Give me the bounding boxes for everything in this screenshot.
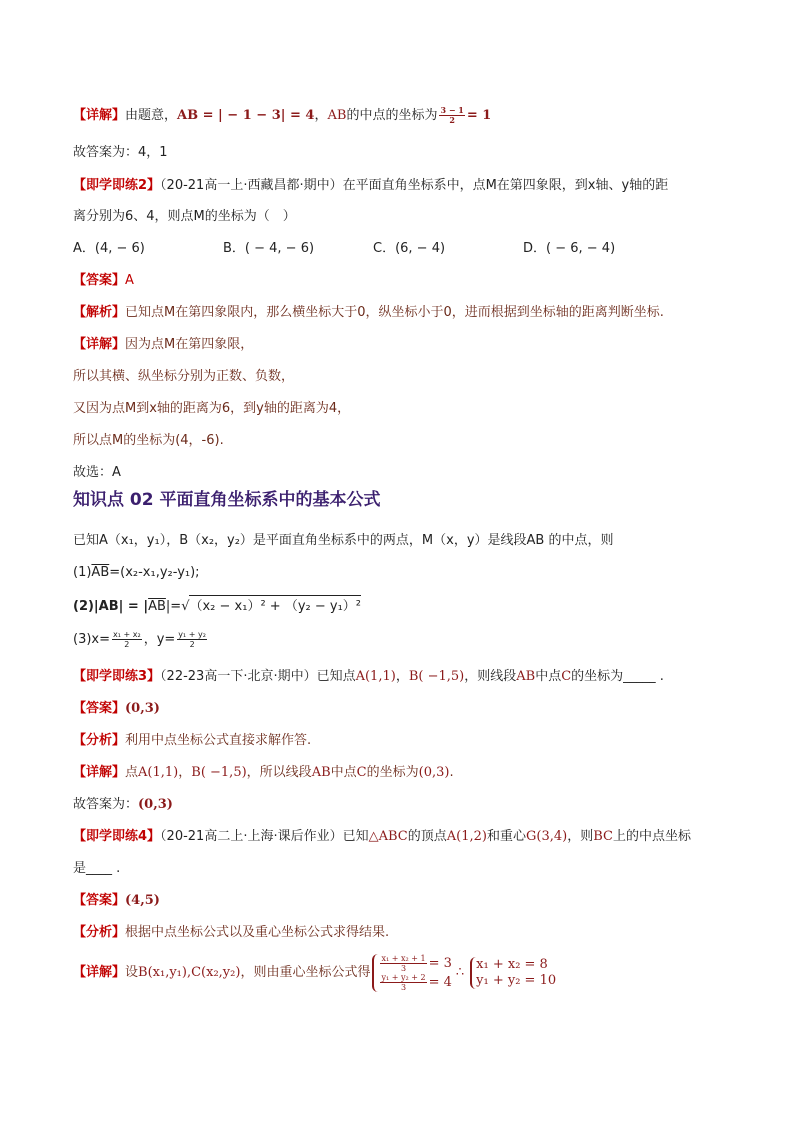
question-text: 的顶点 — [407, 829, 447, 844]
question-text: 中点 — [535, 669, 562, 684]
system-row-1: x₁ + x₂ = 8 — [476, 956, 548, 972]
midpoint-text: 的中点的坐标为 — [346, 108, 438, 123]
analysis-text: 根据中点坐标公式以及重心坐标公式求得结果. — [125, 925, 390, 940]
practice-2-question-line-2: 离分别为6、4，则点M的坐标为（ ） — [73, 209, 296, 224]
fraction-numerator: y₁ + y₂ — [178, 630, 206, 639]
knowledge-intro: 已知A（x₁，y₁），B（x₂，y₂）是平面直角坐标系中的两点，M（x，y）是线段AB 的中点，则 — [73, 533, 614, 548]
answer-tag: 【答案】 — [73, 273, 126, 288]
answer-value: A — [125, 273, 134, 288]
point-g: G(3,4) — [525, 829, 568, 844]
question-text: 上的中点坐标 — [612, 829, 691, 844]
therefore-symbol: ∴ — [455, 965, 465, 980]
option-c: C．(6, − 4) — [373, 241, 446, 256]
formula-number: (3)x= — [73, 632, 111, 647]
period: . — [449, 765, 454, 780]
point-a: A(1,1) — [138, 765, 179, 780]
answer-value: (4,5) — [125, 893, 160, 908]
point-c: C — [356, 765, 367, 780]
practice-2-detail-1 — [73, 335, 253, 355]
point-b: B( −1,5) — [191, 765, 247, 780]
system-fraction-2 — [380, 973, 426, 992]
x-fraction — [112, 630, 142, 649]
practice-3-analysis — [73, 731, 311, 751]
answer-tag: 【答案】 — [73, 701, 126, 716]
practice-4-question-line-2: 是____ . — [73, 861, 121, 876]
formula-distance — [73, 595, 361, 617]
point-a: A(1,1) — [355, 669, 396, 684]
analysis-tag: 【分析】 — [73, 733, 126, 748]
formula-vector — [73, 563, 200, 583]
formula-mid: ，y= — [143, 632, 176, 647]
comma: ， — [314, 108, 328, 123]
detail-tag: 【详解】 — [73, 337, 126, 352]
system-row-1 — [378, 954, 451, 973]
fraction-denominator: 2 — [124, 640, 130, 649]
formula-midpoint — [73, 630, 209, 650]
equation-ab-length: AB = | − 1 − 3| = 4 — [177, 108, 315, 123]
point-b: B( −1,5) — [408, 669, 465, 684]
detail-line-1 — [73, 106, 491, 126]
practice-2-choice: 故选：A — [73, 465, 121, 480]
option-a: A．(4, − 6) — [73, 241, 145, 256]
analysis-text: 已知点M在第四象限内，那么横坐标大于0，纵坐标小于0，进而根据到坐标轴的距离判断坐标. — [125, 305, 664, 320]
option-b: B．( − 4, − 6) — [223, 241, 315, 256]
answer-value: (0,3) — [125, 701, 160, 716]
ab-symbol: AB — [327, 108, 347, 123]
fraction-numerator: y₁ + y₂ + 2 — [381, 972, 426, 982]
detail-text: ，所以线段 — [246, 765, 312, 780]
detail-tag: 【详解】 — [73, 108, 126, 123]
question-text: ，则 — [567, 829, 594, 844]
analysis-tag: 【解析】 — [73, 305, 126, 320]
formula-number: (2)|AB| = | — [73, 599, 149, 614]
triangle-abc: △ABC — [368, 829, 408, 844]
formula-number: (1) — [73, 565, 92, 580]
system-row-2 — [378, 973, 451, 992]
practice-3-answer — [73, 699, 160, 719]
equation-system-1 — [372, 954, 451, 992]
practice-2-options — [73, 239, 673, 259]
radicand: （x₂ − x₁）² + （y₂ − y₁）² — [189, 595, 361, 617]
fraction-denominator: 2 — [189, 640, 195, 649]
answer-tag: 【答案】 — [73, 893, 126, 908]
practice-3-question — [73, 667, 664, 687]
segment-ab: AB — [516, 669, 536, 684]
detail-tag: 【详解】 — [73, 965, 126, 980]
fraction-denominator: 2 — [449, 115, 455, 125]
comma: ， — [178, 765, 192, 780]
practice-3-detail — [73, 763, 454, 783]
equation-result: = 3 — [428, 955, 452, 971]
practice-2-analysis — [73, 303, 664, 323]
question-text: ，则线段 — [464, 669, 517, 684]
detail-text: 设 — [125, 965, 139, 980]
y-fraction — [177, 630, 207, 649]
segment-ab: AB — [311, 765, 331, 780]
practice-tag: 【即学即练4】 — [73, 829, 161, 844]
fraction-denominator: 3 — [400, 963, 407, 973]
detail-text: 的坐标为 — [366, 765, 419, 780]
practice-2-answer — [73, 271, 134, 291]
formula-mid: |= — [165, 599, 182, 614]
detail-text: ，则由重心坐标公式得 — [240, 965, 371, 980]
practice-2-detail-3: 又因为点M到x轴的距离为6，到y轴的距离为4， — [73, 401, 351, 416]
question-text: 的坐标为_____ . — [571, 669, 664, 684]
final-value: (0,3) — [138, 797, 173, 812]
comma: ， — [395, 669, 409, 684]
detail-tag: 【详解】 — [73, 765, 126, 780]
detail-text: 由题意， — [125, 108, 178, 123]
vector-ab: $\overline{AB}$ — [148, 599, 166, 614]
detail-text: 点 — [125, 765, 139, 780]
analysis-tag: 【分析】 — [73, 925, 126, 940]
point-c: C(x₂,y₂) — [191, 965, 241, 980]
practice-2-detail-4: 所以点M的坐标为(4，-6). — [73, 433, 224, 448]
sqrt-sign: √ — [181, 599, 190, 614]
practice-3-final — [73, 795, 173, 815]
segment-bc: BC — [593, 829, 613, 844]
practice-4-answer — [73, 891, 160, 911]
vector-ab: $\overline{AB}$ — [91, 565, 110, 580]
practice-4-question-line-1 — [73, 827, 691, 847]
final-text: 故答案为： — [73, 797, 139, 812]
formula-rest: =(x₂-x₁,y₂-y₁); — [109, 565, 200, 580]
fraction-denominator: 3 — [400, 982, 407, 992]
detail-text: 中点 — [330, 765, 357, 780]
fraction-numerator: x₁ + x₂ + 1 — [381, 953, 426, 963]
comma: , — [186, 965, 192, 980]
practice-tag: 【即学即练3】 — [73, 669, 161, 684]
system-row-2: y₁ + y₂ = 10 — [476, 972, 557, 988]
practice-4-analysis — [73, 923, 389, 943]
analysis-text: 利用中点坐标公式直接求解作答. — [125, 733, 312, 748]
point-b: B(x₁,y₁) — [138, 965, 187, 980]
option-d: D．( − 6, − 4) — [523, 241, 616, 256]
point-a: A(1,2) — [446, 829, 487, 844]
practice-4-detail — [73, 953, 556, 993]
question-text: （20-21高二上·上海·课后作业）已知 — [160, 829, 369, 844]
detail-text: 因为点M在第四象限， — [125, 337, 254, 352]
question-text: 和重心 — [486, 829, 526, 844]
equation-result: = 4 — [428, 974, 452, 990]
midpoint-fraction — [439, 106, 464, 125]
question-text: （22-23高一下·北京·期中）已知点 — [160, 669, 356, 684]
practice-2-question-line-1 — [73, 176, 668, 196]
practice-tag: 【即学即练2】 — [73, 178, 161, 193]
system-fraction-1 — [380, 954, 426, 973]
section-heading: 知识点 02 平面直角坐标系中的基本公式 — [73, 490, 381, 510]
point-c: C — [561, 669, 572, 684]
answer-line-1: 故答案为：4，1 — [73, 145, 168, 160]
fraction-numerator: x₁ + x₂ — [113, 630, 141, 639]
fraction-numerator: 3 − 1 — [440, 105, 464, 115]
result: (0,3) — [418, 765, 450, 780]
practice-2-detail-2: 所以其横、纵坐标分别为正数、负数， — [73, 369, 295, 384]
question-text: （20-21高一上·西藏昌都·期中）在平面直角坐标系中，点M在第四象限，到x轴、y轴的距 — [160, 178, 669, 193]
equation-result: = 1 — [466, 108, 492, 123]
equation-system-2 — [470, 957, 556, 989]
